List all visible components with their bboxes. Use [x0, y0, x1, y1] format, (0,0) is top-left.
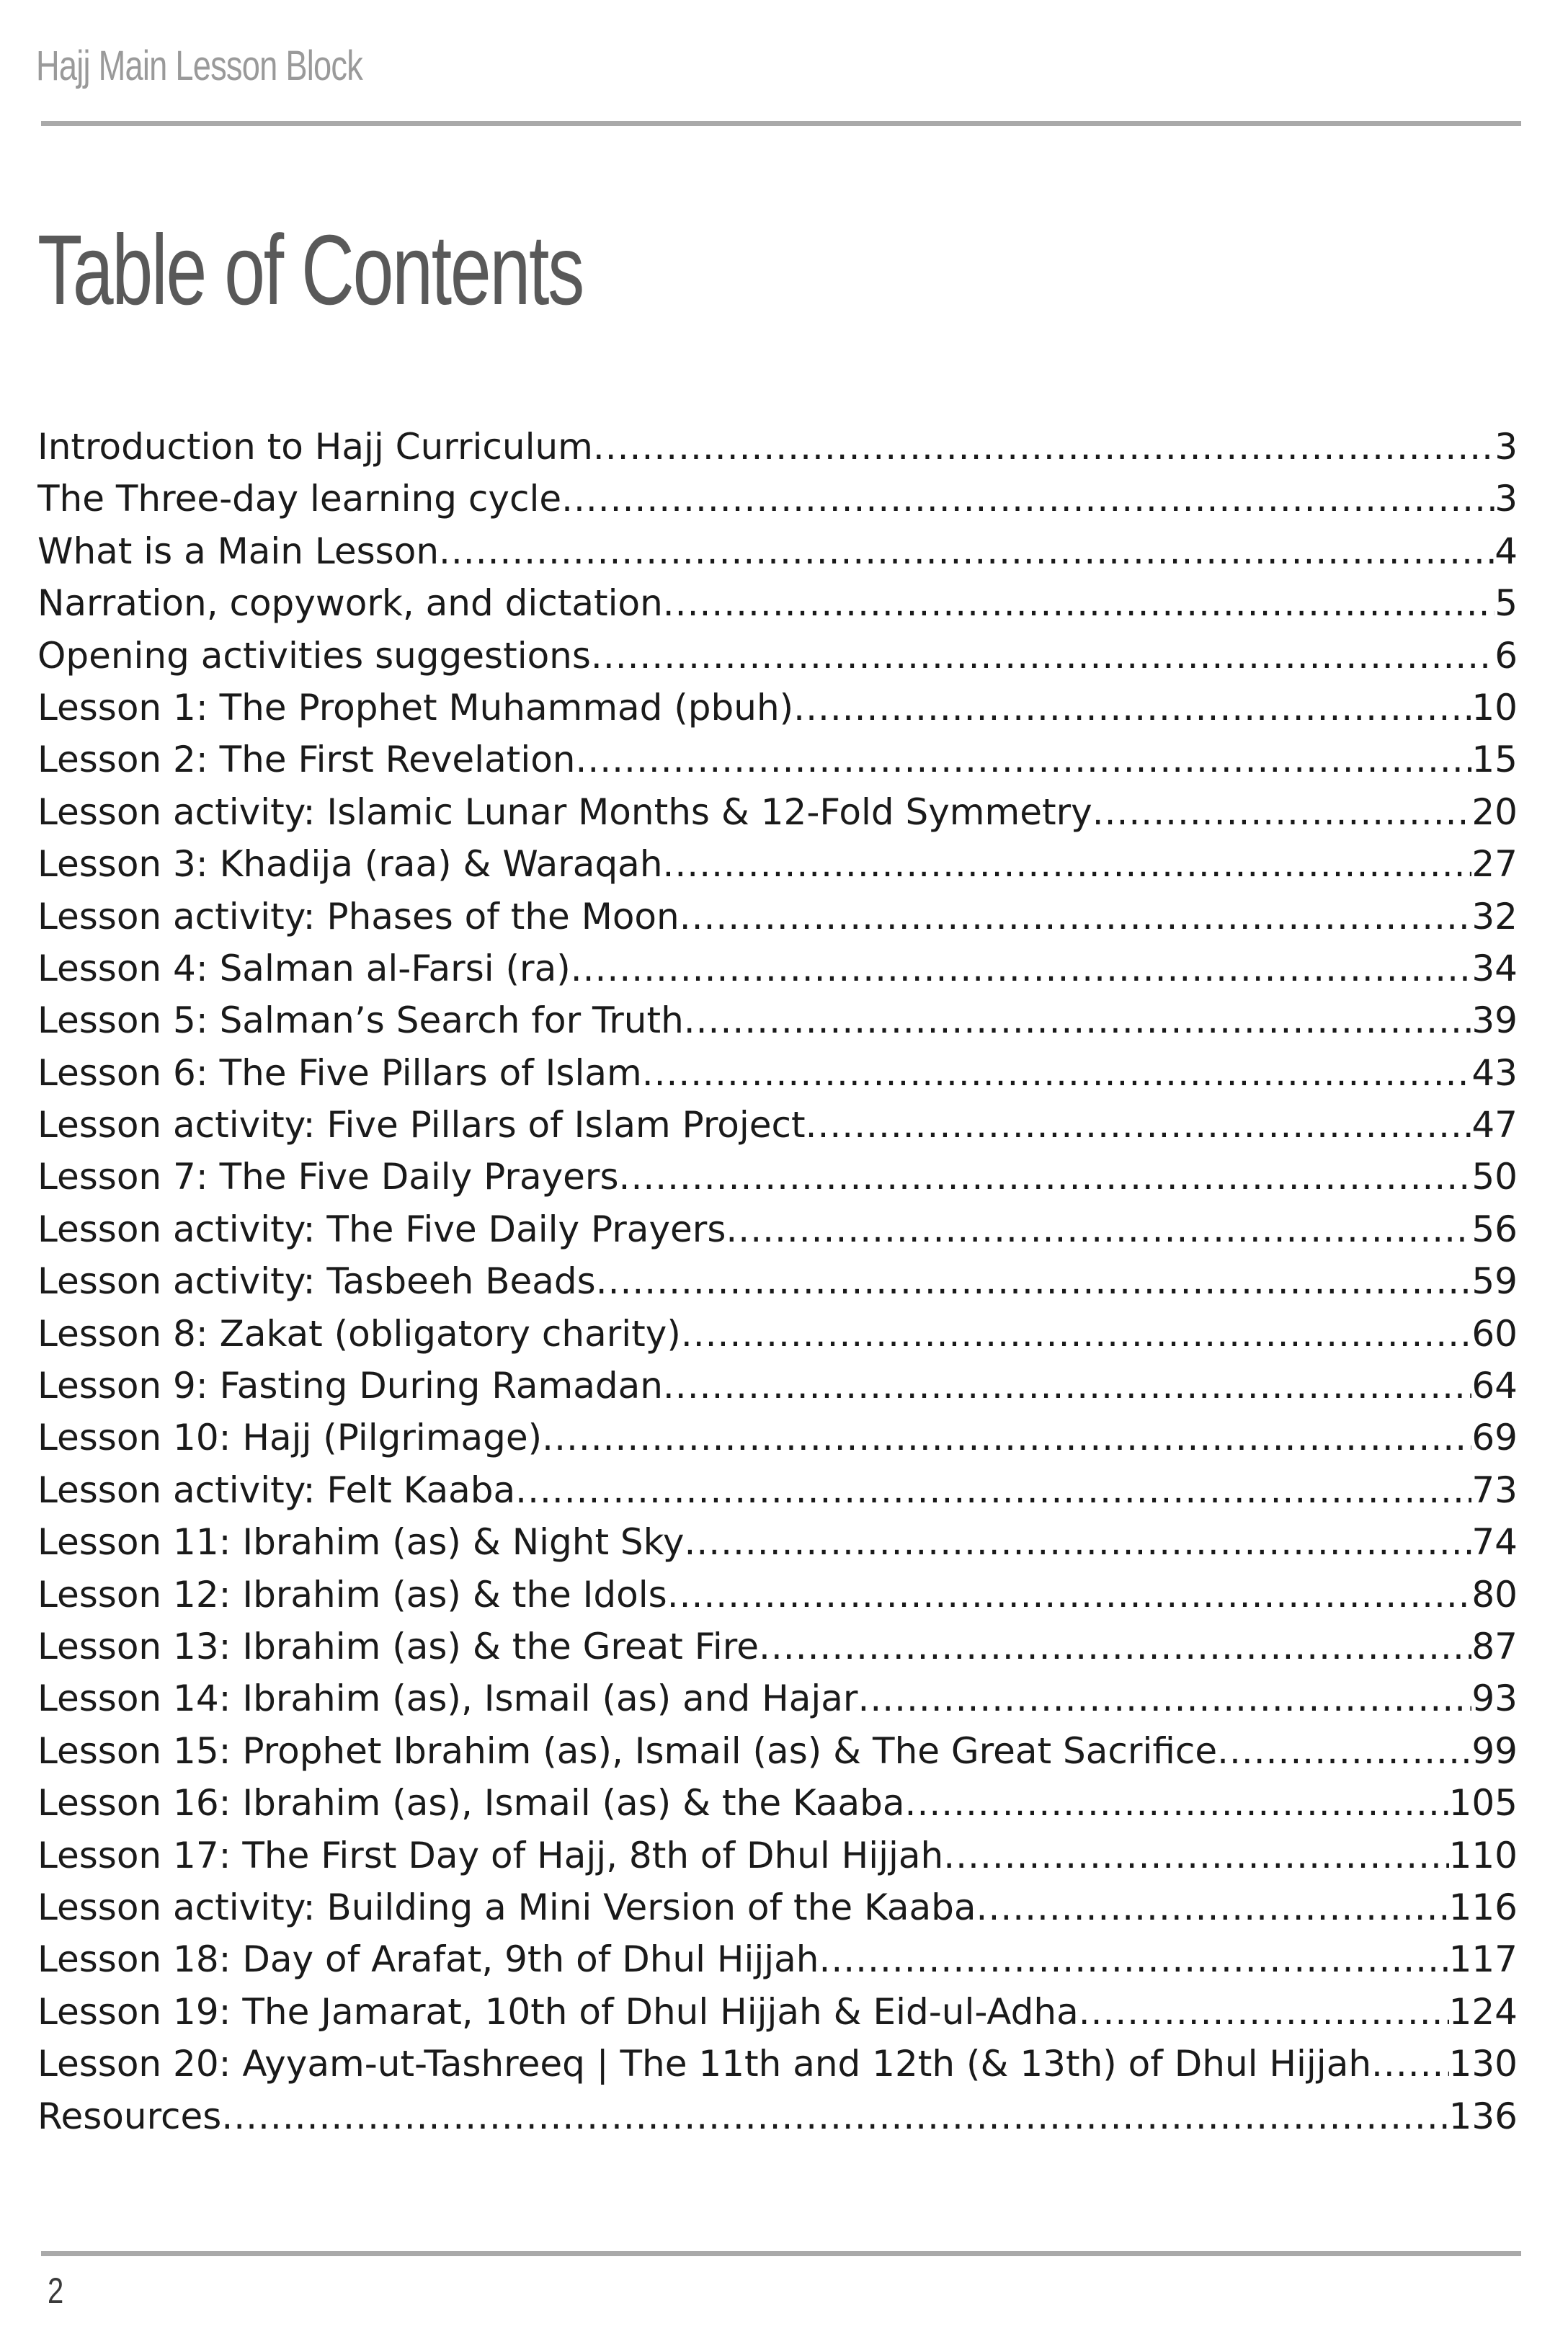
toc-entry-title: Lesson 10: Hajj (Pilgrimage)	[37, 1417, 543, 1459]
running-header: Hajj Main Lesson Block	[36, 43, 363, 89]
toc-entry[interactable]	[37, 473, 1518, 525]
toc-entry[interactable]	[37, 1151, 1518, 1203]
toc-entry-title: Lesson 20: Ayyam-ut-Tashreeq | The 11th and 12th (& 13th) of Dhul Hijjah	[37, 2043, 1372, 2085]
toc-entry-title: Lesson activity: Phases of the Moon	[37, 895, 680, 937]
toc-entry-page: 56	[1471, 1208, 1518, 1250]
toc-entry-page: 117	[1448, 1938, 1518, 1981]
toc-entry[interactable]	[37, 2090, 1518, 2142]
toc-entry-page: 116	[1448, 1886, 1518, 1928]
toc-entry-page: 59	[1471, 1260, 1518, 1303]
toc-dot-leader	[663, 838, 1472, 890]
toc-entry-page: 99	[1471, 1729, 1518, 1772]
toc-entry-title: Lesson 6: The Five Pillars of Islam	[37, 1051, 642, 1094]
toc-dot-leader	[221, 2090, 1448, 2142]
toc-entry-title: Lesson 5: Salman’s Search for Truth	[37, 999, 684, 1042]
toc-entry-page: 39	[1471, 999, 1518, 1042]
toc-dot-leader	[819, 1933, 1448, 1985]
toc-entry-page: 93	[1471, 1678, 1518, 1720]
toc-entry-title: Lesson 15: Prophet Ibrahim (as), Ismail (as) & The Great Sacrifice	[37, 1729, 1218, 1772]
toc-entry-title: Lesson 14: Ibrahim (as), Ismail (as) and Hajar	[37, 1678, 858, 1720]
toc-entry[interactable]	[37, 1933, 1518, 1985]
toc-entry-page: 50	[1471, 1156, 1518, 1198]
toc-dot-leader	[1371, 2038, 1449, 2090]
header-rule	[41, 121, 1521, 126]
toc-entry-title: Lesson 17: The First Day of Hajj, 8th of Dhul Hijjah	[37, 1834, 944, 1876]
toc-entry[interactable]	[37, 891, 1518, 943]
footer-rule	[41, 2251, 1521, 2256]
toc-entry-page: 27	[1471, 843, 1518, 886]
toc-dot-leader	[663, 1360, 1471, 1412]
toc-dot-leader	[976, 1881, 1449, 1933]
toc-entry[interactable]	[37, 630, 1518, 682]
toc-entry[interactable]	[37, 1412, 1518, 1464]
toc-entry-title: Lesson 18: Day of Arafat, 9th of Dhul Hijjah	[37, 1938, 819, 1981]
toc-dot-leader	[515, 1464, 1471, 1516]
toc-entry-title: What is a Main Lesson	[37, 530, 440, 572]
toc-entry[interactable]	[37, 1725, 1518, 1777]
toc-entry-page: 64	[1471, 1365, 1518, 1407]
toc-entry-title: Lesson activity: Felt Kaaba	[37, 1469, 516, 1511]
toc-entry-page: 136	[1448, 2095, 1518, 2137]
toc-entry-page: 87	[1471, 1625, 1518, 1667]
toc-entry-title: Narration, copywork, and dictation	[37, 582, 663, 625]
toc-dot-leader	[591, 630, 1494, 682]
toc-entry-title: Lesson 12: Ibrahim (as) & the Idols	[37, 1573, 667, 1616]
toc-dot-leader	[943, 1830, 1448, 1881]
page-number: 2	[48, 2271, 64, 2311]
toc-dot-leader	[593, 421, 1494, 473]
toc-entry[interactable]	[37, 525, 1518, 577]
toc-entry-title: Lesson 2: The First Revelation	[37, 739, 576, 781]
toc-entry[interactable]	[37, 734, 1518, 785]
toc-entry[interactable]	[37, 1360, 1518, 1412]
toc-dot-leader	[681, 1308, 1472, 1360]
toc-entry-title: Lesson 7: The Five Daily Prayers	[37, 1156, 619, 1198]
toc-entry-title: Lesson 11: Ibrahim (as) & Night Sky	[37, 1521, 685, 1564]
toc-dot-leader	[439, 525, 1494, 577]
toc-entry-page: 3	[1494, 478, 1518, 520]
toc-dot-leader	[759, 1621, 1471, 1672]
toc-entry[interactable]	[37, 838, 1518, 890]
toc-dot-leader	[684, 1516, 1471, 1568]
page-title: Table of Contents	[37, 215, 584, 326]
toc-entry-title: Lesson activity: Tasbeeh Beads	[37, 1260, 596, 1303]
toc-entry-page: 69	[1471, 1417, 1518, 1459]
toc-list	[37, 421, 1518, 2142]
toc-dot-leader	[542, 1412, 1471, 1464]
toc-entry[interactable]	[37, 1464, 1518, 1516]
toc-entry-page: 10	[1471, 686, 1518, 729]
toc-dot-leader	[561, 473, 1494, 525]
toc-entry-title: Resources	[37, 2095, 222, 2137]
toc-entry-page: 124	[1448, 1990, 1518, 2033]
toc-dot-leader	[684, 994, 1472, 1046]
toc-entry[interactable]	[37, 1881, 1518, 1933]
toc-dot-leader	[1217, 1725, 1471, 1777]
toc-entry[interactable]	[37, 1986, 1518, 2038]
toc-entry-page: 32	[1471, 895, 1518, 937]
toc-entry-page: 3	[1494, 426, 1518, 468]
toc-entry[interactable]	[37, 943, 1518, 994]
toc-entry[interactable]	[37, 1255, 1518, 1307]
toc-dot-leader	[858, 1672, 1471, 1724]
toc-dot-leader	[726, 1203, 1471, 1255]
toc-entry-page: 74	[1471, 1521, 1518, 1564]
toc-entry[interactable]	[37, 786, 1518, 838]
toc-dot-leader	[793, 682, 1471, 734]
toc-dot-leader	[619, 1151, 1472, 1203]
toc-entry-page: 73	[1471, 1469, 1518, 1511]
toc-entry[interactable]	[37, 1203, 1518, 1255]
toc-entry[interactable]	[37, 1047, 1518, 1099]
toc-entry[interactable]	[37, 1672, 1518, 1724]
toc-entry-title: Lesson 19: The Jamarat, 10th of Dhul Hijjah & Eid-ul-Adha	[37, 1990, 1079, 2033]
toc-entry-title: Lesson activity: Islamic Lunar Months & 12-Fold Symmetry	[37, 790, 1092, 833]
toc-entry[interactable]	[37, 1621, 1518, 1672]
toc-entry-page: 4	[1494, 530, 1518, 572]
toc-dot-leader	[905, 1777, 1449, 1829]
toc-entry[interactable]	[37, 682, 1518, 734]
toc-dot-leader	[642, 1047, 1472, 1099]
toc-entry-page: 5	[1494, 582, 1518, 625]
toc-dot-leader	[571, 943, 1472, 994]
toc-entry-title: Lesson activity: The Five Daily Prayers	[37, 1208, 726, 1250]
toc-entry-page: 80	[1471, 1573, 1518, 1616]
toc-entry[interactable]	[37, 577, 1518, 629]
toc-entry-title: Lesson 3: Khadija (raa) & Waraqah	[37, 843, 663, 886]
toc-entry-title: Lesson 9: Fasting During Ramadan	[37, 1365, 663, 1407]
toc-dot-leader	[806, 1099, 1472, 1151]
toc-entry-title: Lesson activity: Building a Mini Version of the Kaaba	[37, 1886, 976, 1928]
toc-dot-leader	[596, 1255, 1472, 1307]
toc-entry-title: The Three-day learning cycle	[37, 478, 562, 520]
toc-entry-page: 110	[1448, 1834, 1518, 1876]
toc-entry[interactable]	[37, 421, 1518, 473]
toc-dot-leader	[663, 577, 1494, 629]
toc-entry[interactable]	[37, 1830, 1518, 1881]
toc-entry[interactable]	[37, 1569, 1518, 1621]
toc-entry-page: 6	[1494, 634, 1518, 677]
toc-entry[interactable]	[37, 1516, 1518, 1568]
toc-entry[interactable]	[37, 1777, 1518, 1829]
toc-entry-page: 105	[1448, 1782, 1518, 1825]
toc-entry-page: 130	[1448, 2043, 1518, 2085]
toc-dot-leader	[1092, 786, 1472, 838]
toc-entry-page: 43	[1471, 1051, 1518, 1094]
toc-entry-title: Lesson 13: Ibrahim (as) & the Great Fire	[37, 1625, 760, 1667]
toc-entry-title: Lesson 1: The Prophet Muhammad (pbuh)	[37, 686, 794, 729]
toc-entry-page: 60	[1471, 1312, 1518, 1355]
toc-entry[interactable]	[37, 1308, 1518, 1360]
toc-entry-title: Lesson activity: Five Pillars of Islam Project	[37, 1104, 806, 1146]
toc-entry-title: Lesson 8: Zakat (obligatory charity)	[37, 1312, 681, 1355]
toc-entry[interactable]	[37, 994, 1518, 1046]
toc-dot-leader	[680, 891, 1472, 943]
toc-entry-page: 15	[1471, 739, 1518, 781]
toc-entry-page: 47	[1471, 1104, 1518, 1146]
toc-dot-leader	[575, 734, 1471, 785]
toc-dot-leader	[667, 1569, 1472, 1621]
toc-dot-leader	[1079, 1986, 1449, 2038]
toc-entry[interactable]	[37, 2038, 1518, 2090]
toc-entry-title: Introduction to Hajj Curriculum	[37, 426, 593, 468]
toc-entry-page: 34	[1471, 947, 1518, 989]
toc-entry-title: Lesson 4: Salman al-Farsi (ra)	[37, 947, 571, 989]
toc-entry-page: 20	[1471, 790, 1518, 833]
toc-entry-title: Opening activities suggestions	[37, 634, 591, 677]
toc-entry[interactable]	[37, 1099, 1518, 1151]
toc-entry-title: Lesson 16: Ibrahim (as), Ismail (as) & the Kaaba	[37, 1782, 905, 1825]
